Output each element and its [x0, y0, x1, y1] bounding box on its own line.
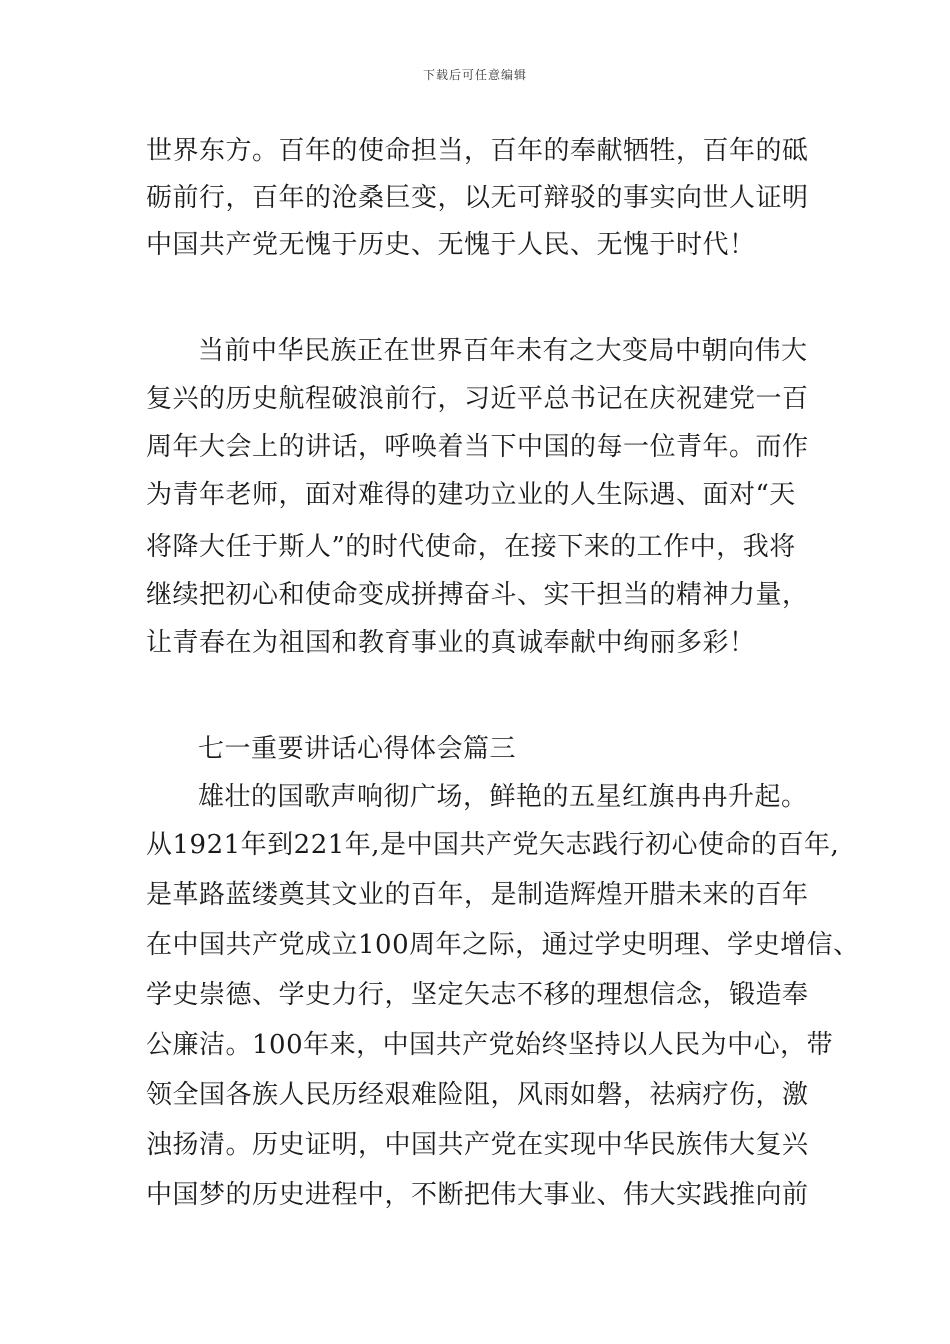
paragraph-3-line-5: 学史崇德、学史力行，坚定矢志不移的理想信念，锻造奉: [146, 980, 809, 1010]
paragraph-2-line-2: 复兴的历史航程破浪前行，习近平总书记在庆祝建党一百: [146, 384, 809, 414]
page-header: 下载后可任意编辑: [422, 68, 527, 82]
section-heading: 七一重要讲话心得体会篇三: [198, 734, 517, 764]
paragraph-2-line-6: 继续把初心和使命变成拼搏奋斗、实干担当的精神力量，: [146, 580, 809, 610]
paragraph-2-line-1: 当前中华民族正在世界百年未有之大变局中朝向伟大: [198, 336, 808, 366]
paragraph-3-line-7: 领全国各族人民历经艰难险阻，风雨如磐，祛病疗伤，激: [146, 1080, 809, 1110]
paragraph-3-line-3: 是革路蓝缕奠其文业的百年，是制造辉煌开腊未来的百年: [146, 880, 809, 910]
paragraph-3-line-8: 浊扬清。历史证明，中国共产党在实现中华民族伟大复兴: [146, 1130, 809, 1160]
paragraph-3-line-1: 雄壮的国歌声响彻广场，鲜艳的五星红旗冉冉升起。: [198, 782, 808, 812]
paragraph-2-line-7: 让青春在为祖国和教育事业的真诚奉献中绚丽多彩！: [146, 628, 756, 658]
paragraph-2-line-4: 为青年老师，面对难得的建功立业的人生际遇、面对“天: [146, 480, 796, 510]
paragraph-1-line-2: 砺前行，百年的沧桑巨变，以无可辩驳的事实向世人证明: [146, 183, 809, 213]
paragraph-3-line-4: 在中国共产党成立100周年之际，通过学史明理、学史增信、: [146, 930, 860, 960]
paragraph-2-line-5: 将降大任于斯人”的时代使命，在接下来的工作中，我将: [146, 532, 796, 562]
paragraph-3-line-2: 从1921年到221年,是中国共产党矢志践行初心使命的百年,: [146, 830, 840, 860]
paragraph-1-line-3: 中国共产党无愧于历史、无愧于人民、无愧于时代！: [146, 230, 756, 260]
paragraph-1-line-1: 世界东方。百年的使命担当，百年的奉献牺牲，百年的砥: [146, 136, 809, 166]
paragraph-3-line-6: 公廉洁。100年来，中国共产党始终坚持以人民为中心，带: [146, 1030, 834, 1060]
paragraph-2-line-3: 周年大会上的讲话，呼唤着当下中国的每一位青年。而作: [146, 432, 809, 462]
paragraph-3-line-9: 中国梦的历史进程中，不断把伟大事业、伟大实践推向前: [146, 1180, 809, 1210]
